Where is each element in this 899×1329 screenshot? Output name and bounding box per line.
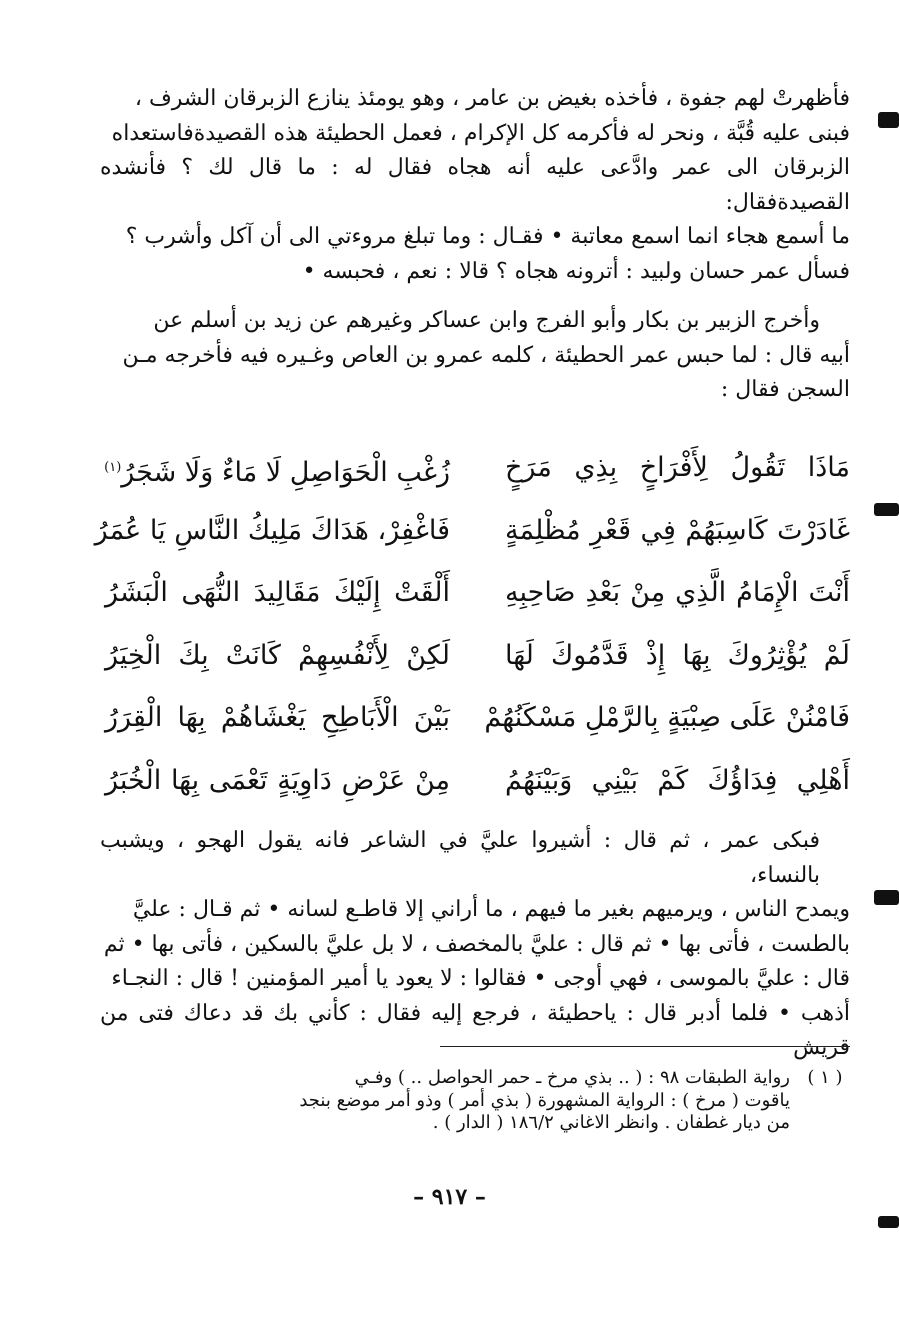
- text-line: فسأل عمر حسان ولبيد : أترونه هجاه ؟ قالا : نعم ، فحبسه •: [302, 258, 850, 284]
- footnote-reference: (١): [104, 460, 122, 475]
- verse-first-hemistich: فَامْنُنْ عَلَى صِبْيَةٍ بِالرَّمْلِ مَسْكَنُهُمْ: [484, 702, 850, 733]
- text-line: ويمدح الناس ، ويرميهم بغير ما فيهم ، ما أراني إلا قاطـع لسانه • ثم قـال : عليَّ: [132, 897, 850, 922]
- footnote: [100, 1067, 850, 1135]
- paragraph-2: [100, 304, 850, 408]
- verse: [100, 687, 850, 750]
- verse-second-hemistich: بَيْنَ الْأَبَاطِحِ يَغْشَاهُمْ بِهَا الْقِرَرُ: [105, 702, 450, 733]
- verse-second-hemistich: فَاغْفِرْ، هَدَاكَ مَلِيكُ النَّاسِ يَا عُمَرُ: [94, 514, 450, 546]
- footnote-number: ( ١ ): [807, 1067, 843, 1088]
- paragraph-3: [100, 824, 850, 1066]
- verse: [94, 500, 850, 563]
- text-line: أذهب • فلما أدبر قال : ياحطيئة ، فرجع إليه فقال : كأني بك قد دعاك فتى من قريش: [100, 1000, 850, 1060]
- footnote-line: ياقوت ( مرخ ) : الرواية المشهورة ( بذي أمر ) وذو أمر موضع بنجد: [299, 1089, 790, 1111]
- verse-second-hemistich: [105, 437, 450, 504]
- poem: [94, 437, 850, 812]
- text-line: بالطست ، فأتى بها • ثم قال : عليَّ بالمخصف ، لا بل عليَّ بالسكين ، فأتى بها • ثم: [103, 931, 850, 957]
- scan-edge-mark: [874, 890, 899, 905]
- verse-first-hemistich: لَمْ يُؤْثِرُوكَ بِهَا إِذْ قَدَّمُوكَ لَهَا: [505, 639, 850, 671]
- text-line: فأظهرتْ لهم جفوة ، فأخذه بغيض بن عامر ، وهو يومئذ ينازع الزبرقان الشرف ،: [134, 86, 850, 111]
- verse-second-hemistich: مِنْ عَرْضِ دَاوِيَةٍ تَعْمَى بِهَا الْخُبَرُ: [105, 764, 450, 796]
- paragraph-1: [100, 82, 850, 289]
- hemistich-text: زُغْبِ الْحَوَاصِلِ لَا مَاءٌ وَلَا شَجَرُ: [121, 457, 450, 488]
- scan-edge-mark: [874, 503, 899, 516]
- verse-first-hemistich: أَنْتَ الْإِمَامُ الَّذِي مِنْ بَعْدِ صَاحِبِهِ: [505, 577, 850, 608]
- footnote-line: رواية الطبقات ٩٨ : ( .. بذي مرخ ـ حمر الحواصل .. ) وفـي: [354, 1067, 790, 1088]
- text-line: الزبرقان الى عمر وادَّعى عليه أنه هجاه فقال له : ما قال لك ؟ فأنشده القصيدةفقال:: [100, 155, 850, 215]
- text-line: ما أسمع هجاء انما اسمع معاتبة • فقـال : وما تبلغ مروءتي الى أن آكل وأشرب ؟: [125, 224, 850, 249]
- verse: [100, 437, 850, 500]
- footnote-divider: [440, 1046, 850, 1047]
- verse-first-hemistich: مَاذَا تَقُولُ لِأَفْرَاخٍ بِذِي مَرَخٍ: [505, 452, 850, 483]
- verse: [100, 625, 850, 688]
- page-number: – ٩١٧ –: [413, 1184, 486, 1210]
- scan-edge-mark: [878, 112, 899, 128]
- verse: [100, 750, 850, 813]
- scan-edge-mark: [878, 1216, 899, 1228]
- verse: [100, 562, 850, 625]
- footnote-line: من ديار غطفان . وانظر الاغاني ١٨٦/٢ ( الدار ) .: [432, 1112, 790, 1133]
- verse-second-hemistich: أَلْقَتْ إِلَيْكَ مَقَالِيدَ النُّهَى الْبَشَرُ: [105, 577, 450, 608]
- verse-first-hemistich: غَادَرْتَ كَاسِبَهُمْ فِي قَعْرِ مُظْلِمَةٍ: [505, 514, 850, 546]
- footnote-text: [100, 1067, 790, 1135]
- verse-second-hemistich: لَكِنْ لِأَنْفُسِهِمْ كَانَتْ بِكَ الْخِيَرُ: [105, 639, 450, 671]
- verse-first-hemistich: أَهْلِي فِدَاؤُكَ كَمْ بَيْنِي وَبَيْنَهُمُ: [505, 764, 850, 796]
- text-line: السجن فقال :: [720, 377, 850, 402]
- text-line: أبيه قال : لما حبس عمر الحطيئة ، كلمه عمرو بن العاص وغـيره فيه فأخرجه مـن: [122, 342, 850, 368]
- text-line: وأخرج الزبير بن بكار وأبو الفرج وابن عساكر وغيرهم عن زيد بن أسلم عن: [153, 308, 820, 333]
- text-line: قال : عليَّ بالموسى ، فهي أوجى • فقالوا : لا يعود يا أمير المؤمنين ! قال : النجـاء: [111, 966, 850, 991]
- text-line: فبكى عمر ، ثم قال : أشيروا عليَّ في الشاعر فانه يقول الهجو ، ويشبب بالنساء،: [100, 828, 820, 888]
- text-line: فبنى عليه قُبَّة ، ونحر له فأكرمه كل الإكرام ، فعمل الحطيئة هذه القصيدةفاستعداه: [111, 120, 850, 146]
